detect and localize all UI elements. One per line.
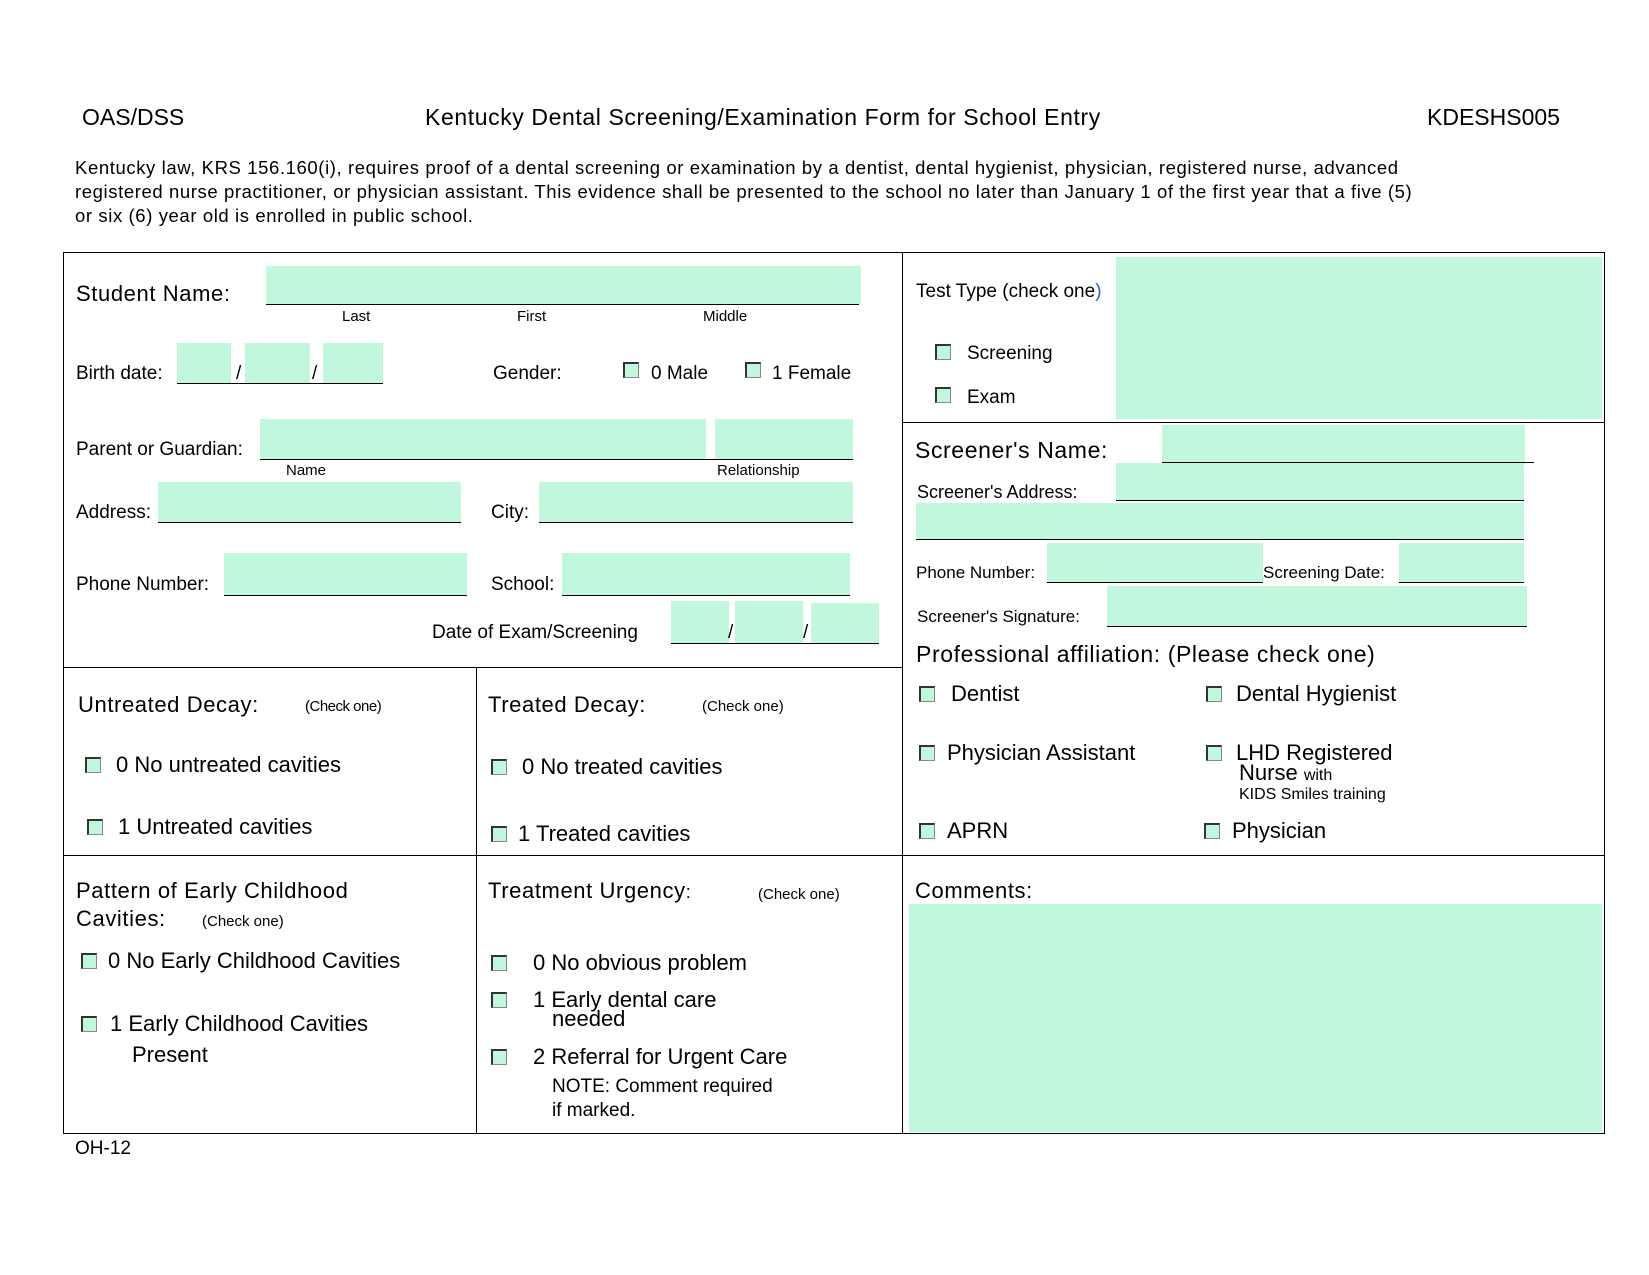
screener-signature-label: Screener's Signature: <box>917 607 1080 626</box>
birth-date-slash-1: / <box>236 363 242 384</box>
pattern-none-label: 0 No Early Childhood Cavities <box>108 948 401 973</box>
treated-none-label: 0 No treated cavities <box>522 754 723 779</box>
birth-day-input[interactable] <box>245 343 310 383</box>
parent-name-input[interactable] <box>260 419 706 459</box>
exam-date-slash-1: / <box>728 622 734 643</box>
birth-date-slash-2: / <box>312 363 318 384</box>
urgency-check: (Check one) <box>758 886 840 903</box>
urgency-none-checkbox[interactable] <box>491 955 507 971</box>
intro-line-1: Kentucky law, KRS 156.160(i), requires proof of a dental screening or examination by a dentist, dental hygienist, physician, registered nurse, advanced <box>75 157 1399 178</box>
affiliation-lhd-label-line1: LHD Registered <box>1236 740 1393 765</box>
treated-decay-check: (Check one) <box>702 698 784 715</box>
affiliation-physician-checkbox[interactable] <box>1204 823 1220 839</box>
exam-year-input[interactable] <box>811 603 879 643</box>
screening-date-label: Screening Date: <box>1263 563 1385 582</box>
intro-line-3: or six (6) year old is enrolled in public school. <box>75 205 474 226</box>
gender-male-label: 0 Male <box>651 363 709 384</box>
student-name-label: Student Name: <box>76 281 231 306</box>
untreated-cavities-checkbox[interactable] <box>87 819 103 835</box>
address-label: Address: <box>76 502 151 523</box>
affiliation-pa-checkbox[interactable] <box>919 745 935 761</box>
pattern-title-line2: Cavities: <box>76 906 166 931</box>
comments-label: Comments: <box>915 878 1033 903</box>
test-type-exam-checkbox[interactable] <box>935 387 951 403</box>
school-input[interactable] <box>562 553 850 595</box>
student-name-sub-last: Last <box>342 308 371 325</box>
exam-date-slash-2: / <box>803 622 809 643</box>
urgency-urgent-checkbox[interactable] <box>491 1049 507 1065</box>
affiliation-dentist-checkbox[interactable] <box>919 686 935 702</box>
urgency-urgent-label: 2 Referral for Urgent Care <box>533 1044 788 1069</box>
birth-date-label: Birth date: <box>76 363 163 384</box>
school-label: School: <box>491 574 555 595</box>
pattern-present-label-line2: Present <box>132 1042 208 1067</box>
affiliation-title: Professional affiliation: (Please check one) <box>916 641 1376 667</box>
screener-address-label: Screener's Address: <box>917 482 1078 502</box>
form-id-code: KDESHS005 <box>1427 104 1560 130</box>
screening-date-input[interactable] <box>1399 543 1524 582</box>
address-input[interactable] <box>158 482 461 522</box>
treated-decay-title: Treated Decay: <box>488 692 646 717</box>
pattern-check: (Check one) <box>202 913 284 930</box>
affiliation-dentist-label: Dentist <box>951 681 1020 706</box>
parent-guardian-label: Parent or Guardian: <box>76 439 243 460</box>
exam-day-input[interactable] <box>735 601 803 643</box>
birth-month-input[interactable] <box>177 343 231 383</box>
comments-input[interactable] <box>909 904 1602 1132</box>
parent-relationship-input[interactable] <box>715 419 853 459</box>
screener-signature-input[interactable] <box>1107 586 1527 626</box>
student-name-sub-middle: Middle <box>703 308 748 325</box>
student-name-input[interactable] <box>266 266 861 304</box>
gender-male-checkbox[interactable] <box>623 362 639 378</box>
exam-month-input[interactable] <box>671 601 729 643</box>
urgency-note-line1: NOTE: Comment required <box>552 1076 773 1097</box>
urgency-title: Treatment Urgency: <box>488 878 692 903</box>
urgency-early-label-line1: 1 Early dental care <box>533 987 717 1012</box>
urgency-early-checkbox[interactable] <box>491 992 507 1008</box>
city-input[interactable] <box>539 482 853 522</box>
affiliation-aprn-label: APRN <box>947 818 1009 843</box>
form-office-code: OAS/DSS <box>82 104 185 130</box>
untreated-decay-title: Untreated Decay: <box>78 692 259 717</box>
student-name-sub-first: First <box>517 308 547 325</box>
pattern-title-line1: Pattern of Early Childhood <box>76 878 349 903</box>
birth-year-input[interactable] <box>323 343 383 383</box>
affiliation-hygienist-label: Dental Hygienist <box>1236 681 1397 706</box>
treated-cavities-label: 1 Treated cavities <box>518 821 691 846</box>
untreated-decay-check: (Check one) <box>305 698 382 715</box>
untreated-none-label: 0 No untreated cavities <box>116 752 342 777</box>
affiliation-aprn-checkbox[interactable] <box>919 823 935 839</box>
screener-phone-input[interactable] <box>1047 543 1263 582</box>
affiliation-lhd-checkbox[interactable] <box>1206 745 1222 761</box>
date-exam-label: Date of Exam/Screening <box>432 622 638 643</box>
affiliation-lhd-label-line3: KIDS Smiles training <box>1239 786 1386 803</box>
test-type-exam-label: Exam <box>967 387 1016 408</box>
parent-sub-relationship: Relationship <box>717 462 800 479</box>
screener-name-label: Screener's Name: <box>915 437 1108 463</box>
phone-label: Phone Number: <box>76 574 210 595</box>
treated-none-checkbox[interactable] <box>491 759 507 775</box>
pattern-present-checkbox[interactable] <box>81 1016 97 1032</box>
affiliation-pa-label: Physician Assistant <box>947 740 1136 765</box>
untreated-cavities-label: 1 Untreated cavities <box>118 814 313 839</box>
test-type-screening-checkbox[interactable] <box>935 344 951 360</box>
gender-female-label: 1 Female <box>772 363 852 384</box>
affiliation-lhd-label-line2: Nurse with <box>1239 760 1333 785</box>
screener-phone-label: Phone Number: <box>916 563 1036 582</box>
urgency-note-line2: if marked. <box>552 1100 636 1121</box>
phone-input[interactable] <box>224 553 467 595</box>
test-type-field[interactable] <box>1116 257 1602 419</box>
pattern-present-label-line1: 1 Early Childhood Cavities <box>110 1011 369 1036</box>
urgency-early-label-line2: needed <box>552 1006 626 1031</box>
test-type-label: Test Type (check one) <box>916 281 1102 302</box>
intro-line-2: registered nurse practitioner, or physician assistant. This evidence shall be presented to the school no later than January 1 of the first year that a five (5) <box>75 181 1413 202</box>
screener-address-line2-input[interactable] <box>916 503 1524 539</box>
test-type-screening-label: Screening <box>967 343 1053 364</box>
gender-female-checkbox[interactable] <box>745 362 761 378</box>
gender-label: Gender: <box>493 363 562 384</box>
untreated-none-checkbox[interactable] <box>85 757 101 773</box>
form-number: OH-12 <box>75 1138 131 1159</box>
affiliation-physician-label: Physician <box>1232 818 1327 843</box>
screener-address-input[interactable] <box>1116 463 1524 500</box>
city-label: City: <box>491 502 529 523</box>
treated-cavities-checkbox[interactable] <box>491 826 507 842</box>
affiliation-hygienist-checkbox[interactable] <box>1206 686 1222 702</box>
parent-sub-name: Name <box>286 462 327 479</box>
form-title: Kentucky Dental Screening/Examination Form for School Entry <box>425 104 1101 130</box>
urgency-none-label: 0 No obvious problem <box>533 950 748 975</box>
pattern-none-checkbox[interactable] <box>81 953 97 969</box>
screener-name-input[interactable] <box>1162 425 1525 465</box>
